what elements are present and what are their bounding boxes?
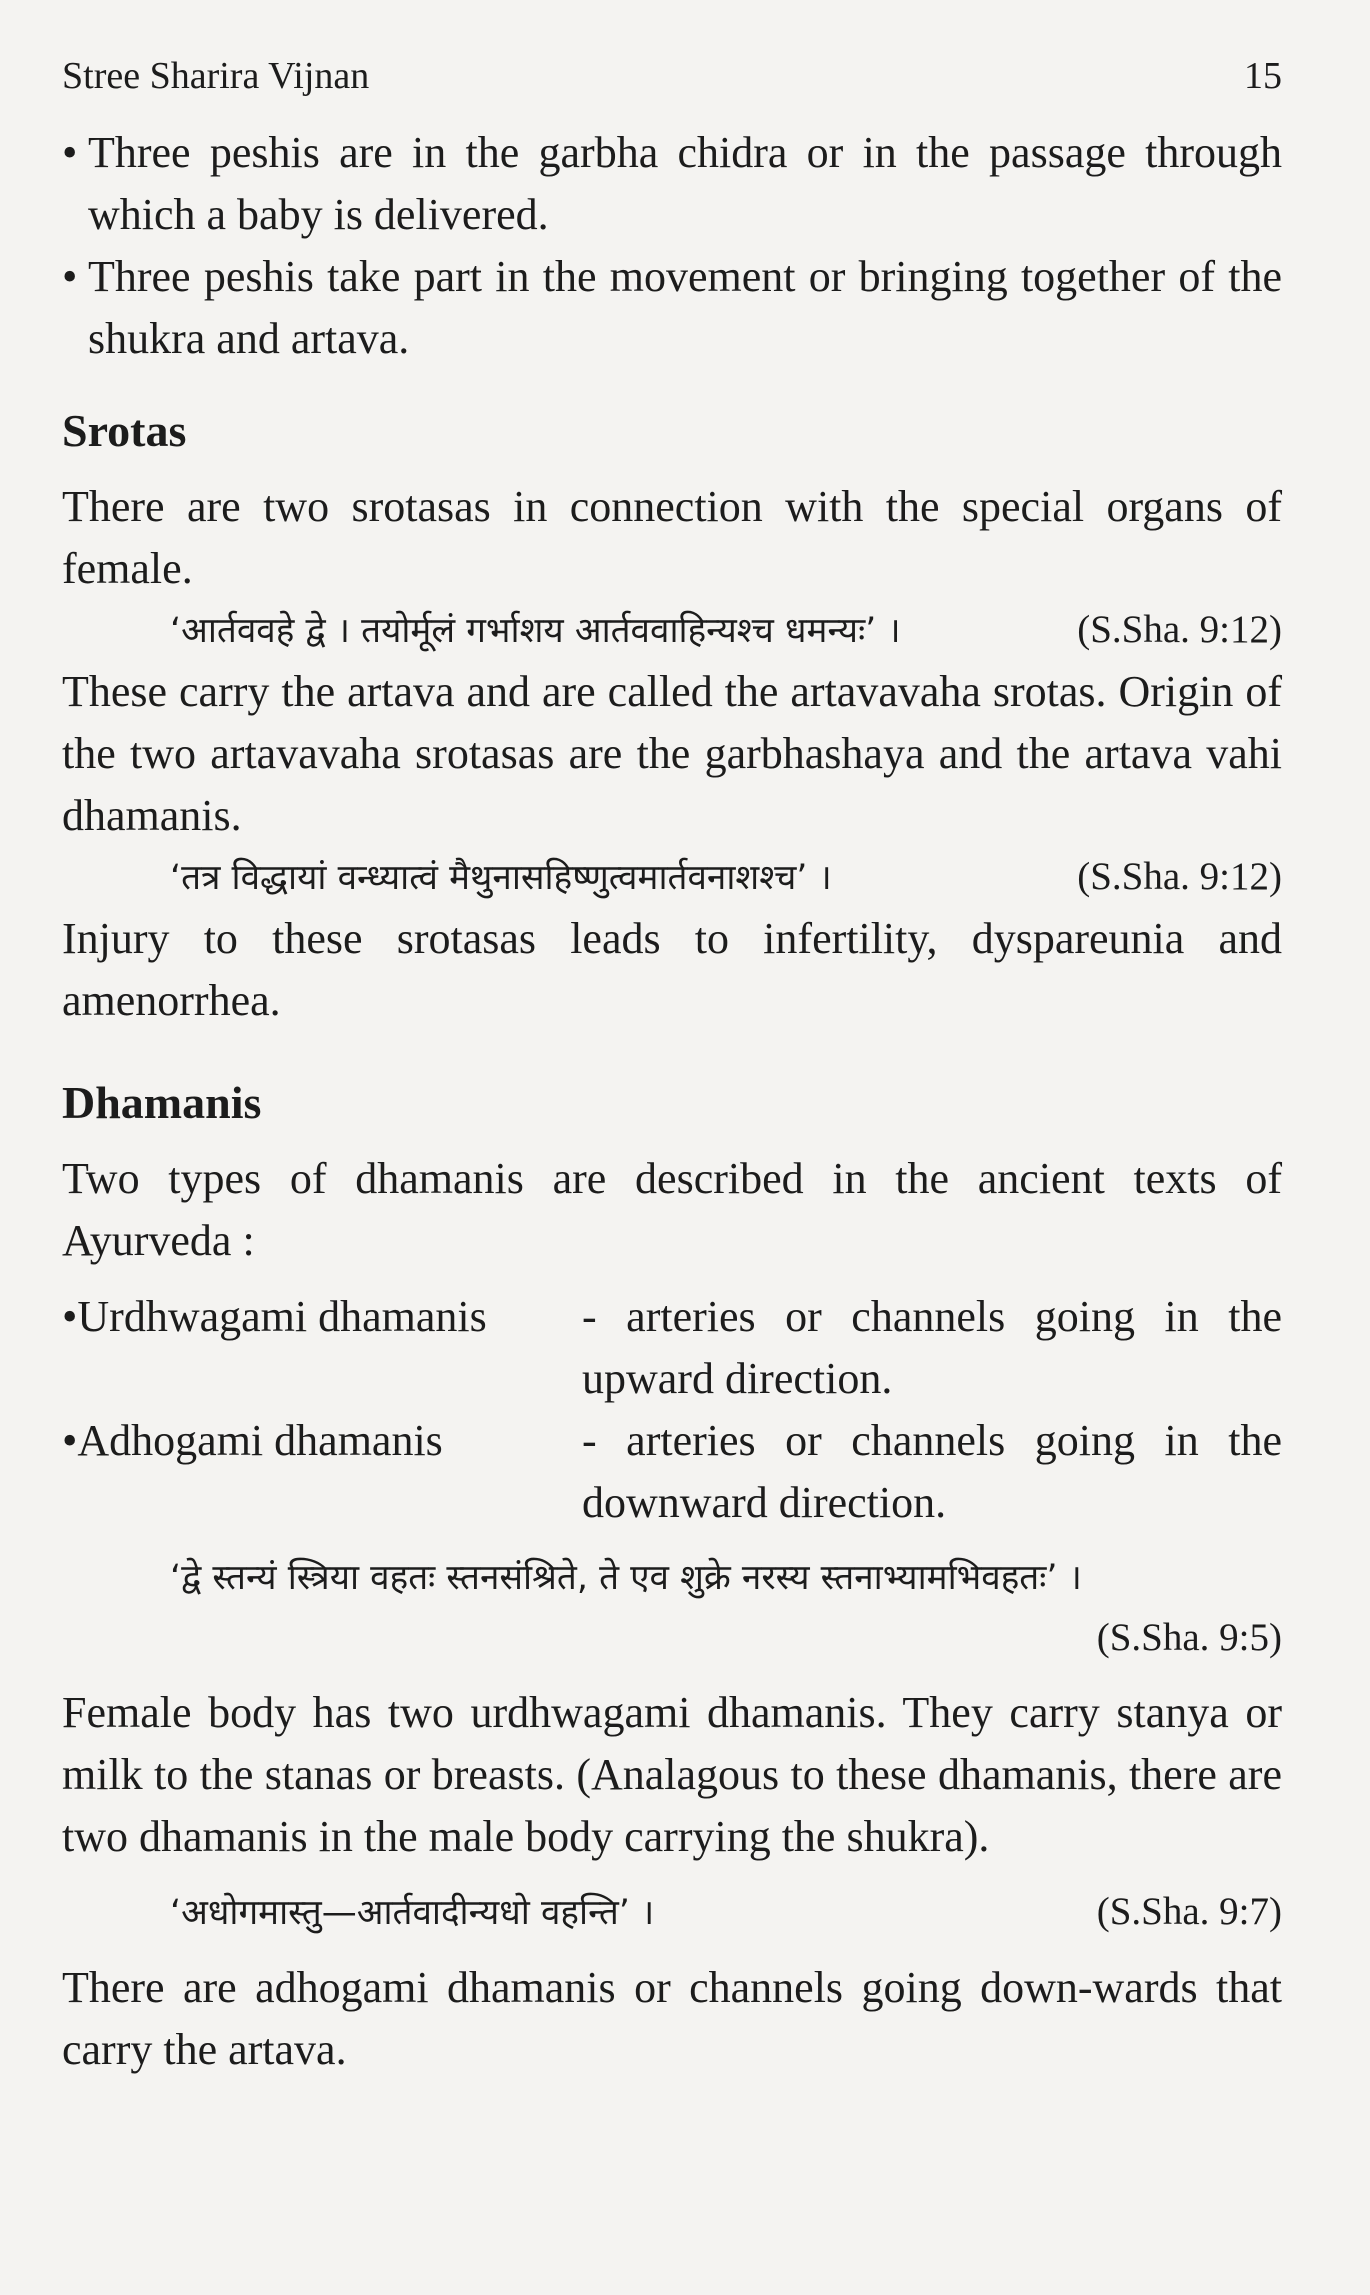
- bullet-item: [62, 122, 1282, 246]
- verse-text: ‘आर्तववहे द्वे । तयोर्मूलं गर्भाशय आर्तववाहिन्यश्च धमन्यः’ ।: [170, 611, 901, 651]
- bullet-dot: •: [62, 1416, 78, 1465]
- paragraph: These carry the artava and are called the artavavaha srotas. Origin of the two artavavaha srotasas are the garbhashaya and the artava vahi dhamanis.: [62, 667, 1282, 840]
- bullet-text: Three peshis are in the garbha chidra or in the passage through which a baby is delivered.: [88, 128, 1282, 239]
- sanskrit-verse: [62, 847, 1282, 908]
- verse-reference: (S.Sha. 9:12): [1077, 855, 1282, 898]
- definition-term: [62, 1410, 443, 1472]
- bullet-item: [62, 246, 1282, 370]
- sanskrit-verse: [62, 1882, 1282, 1943]
- term-text: Urdhwagami dhamanis: [77, 1292, 487, 1341]
- paragraph: There are adhogami dhamanis or channels going down-wards that carry the artava.: [62, 1963, 1282, 2074]
- sanskrit-verse: [62, 600, 1282, 661]
- definition-item: [62, 1286, 1282, 1410]
- verse-reference: (S.Sha. 9:12): [1077, 608, 1282, 651]
- definition-desc: - arteries or channels going in the upward direction.: [582, 1292, 1282, 1403]
- paragraph: There are two srotasas in connection with the special organs of female.: [62, 482, 1282, 593]
- running-header: [62, 48, 1282, 108]
- verse-text: ‘तत्र विद्धायां वन्ध्यात्वं मैथुनासहिष्णुत्वमार्तवनाशश्च’ ।: [170, 858, 832, 898]
- book-title: Stree Sharira Vijnan: [62, 55, 370, 97]
- term-text: Adhogami dhamanis: [77, 1416, 443, 1465]
- sanskrit-verse: [62, 1548, 1282, 1668]
- page-number: 15: [1244, 55, 1282, 97]
- definition-term: [62, 1286, 487, 1348]
- bullet-dot: •: [62, 252, 78, 301]
- verse-text: ‘अधोगमास्तु—आर्तवादीन्यधो वहन्ति’ ।: [170, 1893, 655, 1933]
- verse-reference: (S.Sha. 9:7): [1096, 1890, 1282, 1933]
- paragraph: Female body has two urdhwagami dhamanis. They carry stanya or milk to the stanas or breasts. (Analagous to these dhamanis, there are two dhamanis in the male body carrying the shukra).: [62, 1688, 1282, 1861]
- bullet-dot: •: [62, 1292, 78, 1341]
- book-page: [62, 48, 1282, 2248]
- section-heading-srotas: Srotas: [62, 405, 187, 456]
- verse-text: ‘द्वे स्तन्यं स्त्रिया वहतः स्तनसंश्रिते, ते एव शुक्रे नरस्य स्तनाभ्यामभिवहतः’ ।: [170, 1558, 1082, 1598]
- definition-desc: - arteries or channels going in the downward direction.: [582, 1416, 1282, 1527]
- definition-item: [62, 1410, 1282, 1534]
- paragraph: Two types of dhamanis are described in the ancient texts of Ayurveda :: [62, 1154, 1282, 1265]
- bullet-dot: •: [62, 128, 78, 177]
- verse-reference: (S.Sha. 9:5): [1096, 1616, 1282, 1659]
- section-heading-dhamanis: Dhamanis: [62, 1077, 262, 1128]
- bullet-text: Three peshis take part in the movement or bringing together of the shukra and artava.: [88, 252, 1282, 363]
- paragraph: Injury to these srotasas leads to infertility, dyspareunia and amenorrhea.: [62, 914, 1282, 1025]
